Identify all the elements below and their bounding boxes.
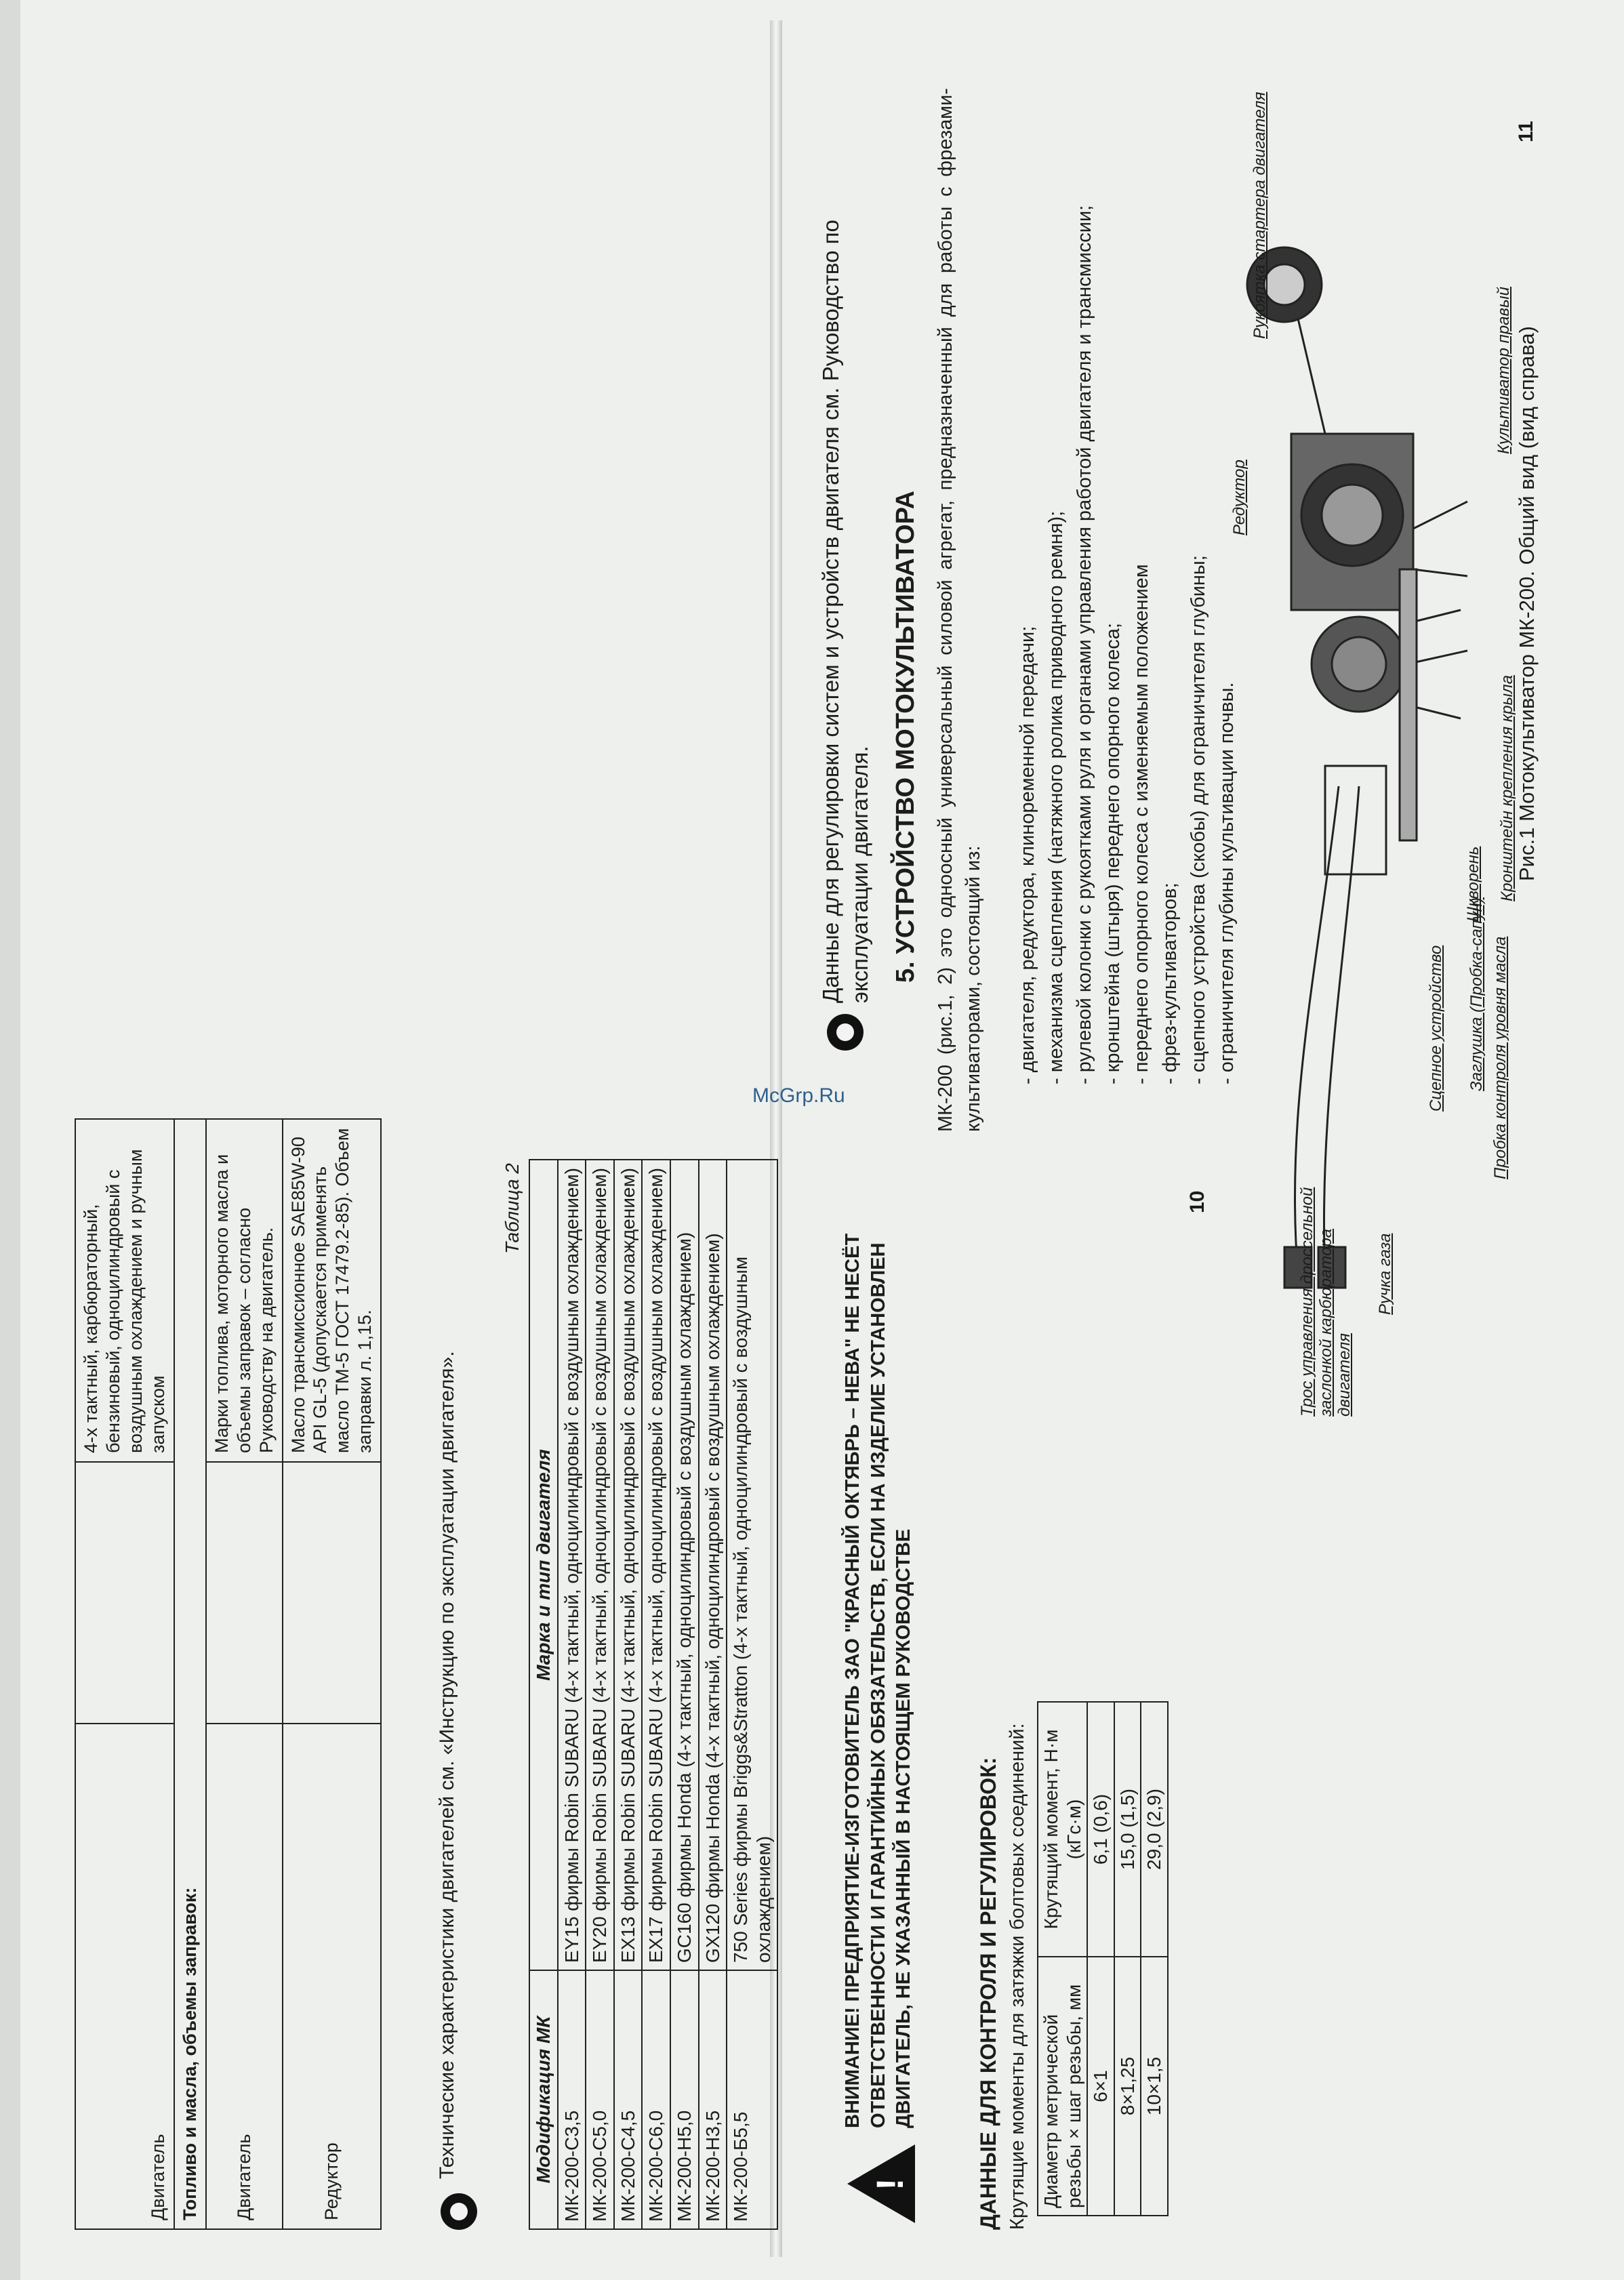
label-right-cultivator: Культиватор правый [1495, 287, 1513, 454]
list-item: - рулевой колонки с рукоятками руля и органами управления работой двигателя и трансмиссии; [1074, 205, 1096, 1084]
table-row: 10×1,5 29,0 (2,9) [1141, 1702, 1168, 2216]
label-gas-handle: Ручка газа [1376, 1233, 1394, 1315]
table-row: 8×1,25 15,0 (1,5) [1114, 1702, 1141, 2216]
engine-note: Технические характеристики двигателей см. «Инструкцию по эксплуатации двигателя». [436, 1351, 458, 2179]
intro-text: Данные для регулировки систем и устройств двигателя см. Руководство по эксплуатации двигателя. [818, 220, 872, 1003]
warning-icon: ! [847, 2144, 915, 2223]
figure-caption: Рис.1 Мотокультиватор МК-200. Общий вид (вид справа) [1515, 326, 1539, 881]
gearbox-value: Масло трансмиссионное SAE85W-90 API GL-5 (допускается применять масло ТМ-5 ГОСТ 17479.2-85). Объем заправки л. 1,15. [283, 1119, 382, 1462]
label-starter-handle: Рукоятка стартера двигателя [1251, 91, 1269, 339]
label-oil-plug: Пробка контроля уровня масла [1491, 936, 1509, 1179]
table-row: МК-200-Н5,0 GC160 фирмы Honda (4-х тактный, одноцилиндровый с воздушным охлаждением) [670, 1160, 699, 2229]
engine-value: 4-х тактный, карбюраторный, бензиновый, одноцилиндровый с воздушным охлаждением и ручным запуском [75, 1119, 174, 1462]
section-title: 5. УСТРОЙСТВО МОТОКУЛЬТИВАТОРА [891, 490, 920, 983]
warning-text: ВНИМАНИЕ! ПРЕДПРИЯТИЕ-ИЗГОТОВИТЕЛЬ ЗАО "КРАСНЫЙ ОКТЯБРЬ – НЕВА" НЕ НЕСЁТ ОТВЕТСТВЕННОСТИ И ГАРАНТИЙНЫХ ОБЯЗАТЕЛЬСТВ, ЕСЛИ НА ИЗДЕЛИЕ УСТАНОВЛЕН ДВИГАТЕЛЬ, НЕ УКАЗАННЫЙ В НАСТОЯЩЕМ РУКОВОДСТВЕ [842, 1233, 915, 2128]
label-reducer: Редуктор [1230, 460, 1249, 535]
table-row: МК-200-С4,5 EX13 фирмы Robin SUBARU (4-х тактный, одноцилиндровый с воздушным охлаждением) [614, 1160, 643, 2229]
list-item: - фрез-культиваторов; [1159, 882, 1181, 1084]
label-hitch: Сцепное устройство [1427, 945, 1445, 1112]
table2-caption: Таблица 2 [502, 1163, 523, 1254]
list-item: - ограничителя глубины культивации почвы. [1216, 682, 1238, 1084]
table-row: МК-200-С3,5 EY15 фирмы Robin SUBARU (4-х тактный, одноцилиндровый с воздушным охлаждением) [558, 1160, 586, 2229]
note-icon [827, 1014, 864, 1051]
list-item: - кронштейна (штыря) переднего опорного колеса; [1102, 623, 1124, 1084]
label-wing-bracket: Кронштейн крепления крыла [1498, 675, 1516, 901]
fuel-header: Топливо и масла, объемы заправок: [174, 1119, 206, 2229]
engine-label: Двигатель [75, 1724, 174, 2229]
gearbox-label: Редуктор [283, 1724, 382, 2229]
table-row: МК-200-Н3,5 GX120 фирмы Honda (4-х тактный, одноцилиндровый с воздушным охлаждением) [699, 1160, 727, 2229]
page-number: 10 [1186, 1190, 1209, 1213]
label-throttle-cable: Трос управления дроссельной заслонкой карбюратора двигателя [1298, 1187, 1354, 1417]
cultivator-figure [1244, 197, 1481, 1315]
label-plug: Заглушка (Пробка-сапун) [1467, 897, 1486, 1091]
parts-list [1013, 88, 1241, 1084]
spec-table [75, 1118, 382, 2230]
fuel-engine-value: Марки топлива, моторного масла и объемы заправок – согласно Руководству на двигатель. [206, 1119, 283, 1462]
col-engine-type: Марка и тип двигателя [529, 1160, 558, 1970]
list-item: - сцепного устройства (скобы) для ограничителя глубины; [1187, 555, 1210, 1084]
control-title: ДАННЫЕ ДЛЯ КОНТРОЛЯ И РЕГУЛИРОВОК: [976, 1757, 1000, 2230]
table-row: 6×1 6,1 (0,6) [1087, 1702, 1114, 2216]
section-description: МК-200 (рис.1, 2) это одноосный универсальный силовой агрегат, предназначенный для работы с фрезами-культиваторами, состоящий из: [935, 88, 984, 1132]
table-row: МК-200-С6,0 EX17 фирмы Robin SUBARU (4-х тактный, одноцилиндровый с воздушным охлаждением) [642, 1160, 670, 2229]
list-item: - переднего опорного колеса с изменяемым положением [1131, 564, 1153, 1084]
torque-intro: Крутящие моменты для затяжки болтовых соединений: [1007, 1723, 1028, 2230]
col-modification: Модификация МК [529, 1970, 558, 2229]
table-row: МК-200-С5,0 EY20 фирмы Robin SUBARU (4-х тактный, одноцилиндровый с воздушным охлаждением) [586, 1160, 614, 2229]
watermark: McGrp.Ru [752, 1084, 845, 1107]
page-number: 11 [1515, 121, 1537, 142]
list-item: - двигателя, редуктора, клиноременной передачи; [1017, 626, 1038, 1084]
fuel-engine-label: Двигатель [206, 1724, 283, 2229]
torque-table: Диаметр метрической резьбы × шаг резьбы, мм Крутящий момент, Н·м (кГс·м) 6×1 6,1 (0,6) 8×1,25 15,0 (1,5) 10×1,5 29,0 (2,9) [1037, 1701, 1169, 2216]
page-11 [817, 81, 1549, 2230]
label-pin: Шкворень [1464, 846, 1482, 922]
note-icon [441, 2193, 477, 2230]
table-row: МК-200-Б5,5 750 Series фирмы Briggs&Stratton (4-х тактный, одноцилиндровый с воздушным охлаждением) [727, 1160, 777, 2229]
list-item: - механизма сцепления (натяжного ролика приводного ремня); [1045, 510, 1068, 1084]
modifications-table [529, 1159, 778, 2230]
scan-edge [0, 0, 20, 2280]
